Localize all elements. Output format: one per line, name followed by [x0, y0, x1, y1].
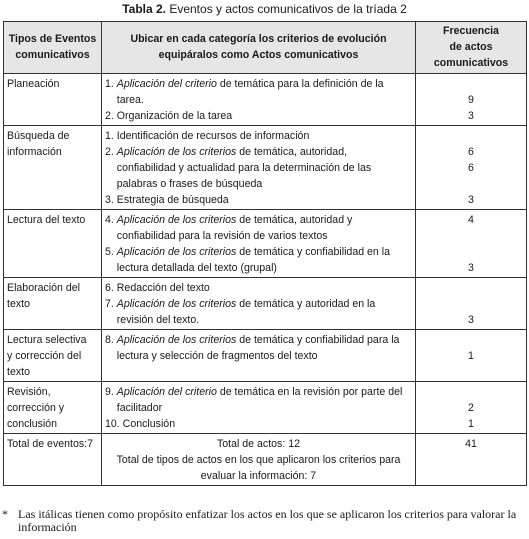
total-row: [4, 434, 527, 486]
header-criteria: Ubicar en cada categoría los criterios de evolución equipáralos como Actos comunicativos: [102, 22, 416, 74]
event-type-line: Planeación: [7, 78, 60, 90]
total-events: Total de eventos:7: [4, 434, 102, 486]
table-row: [4, 278, 527, 330]
criteria-line: [105, 332, 412, 348]
frequency-value: 3: [468, 194, 474, 206]
event-type-cell: [4, 278, 102, 330]
event-type-cell: [4, 74, 102, 126]
frequency-value: [419, 364, 523, 380]
criteria-cell: [102, 74, 416, 126]
criteria-italic-text: Aplicación de los criterios: [116, 246, 237, 258]
frequency-cell: [416, 278, 527, 330]
criteria-italic-text: Aplicación de los criterios: [116, 146, 237, 158]
table-row: [4, 210, 527, 278]
criteria-italic-text: Aplicación de los criterios: [116, 214, 237, 226]
criteria-line: [105, 228, 412, 244]
criteria-text: palabras o frases de búsqueda: [105, 178, 263, 190]
frequency-value: [419, 76, 523, 92]
frequency-value: [419, 176, 523, 192]
frequency-value: 3: [468, 314, 474, 326]
header-frequency: Frecuencia de actos comunicativos: [416, 22, 527, 74]
criteria-text: 7.: [105, 298, 117, 310]
criteria-text: confiabilidad y actualidad para la determinación de las: [105, 162, 372, 174]
frequency-cell: [416, 210, 527, 278]
criteria-line: [105, 128, 412, 144]
criteria-text: 5.: [105, 246, 117, 258]
footnote-marker: *: [2, 507, 8, 521]
frequency-value: 9: [468, 94, 474, 106]
table-body: [4, 74, 527, 486]
criteria-text: facilitador: [105, 402, 163, 414]
criteria-cell: [102, 382, 416, 434]
criteria-cell: [102, 126, 416, 210]
frequency-value: [419, 332, 523, 348]
footnote-text: Las itálicas tienen como propósito enfatizar los actos en los que se aplicaron los criterios para valorar la información: [18, 507, 517, 534]
criteria-line: [105, 212, 412, 228]
criteria-text: 8.: [105, 334, 117, 346]
frequency-value: 1: [468, 350, 474, 362]
criteria-line: [105, 76, 412, 92]
criteria-line: [105, 160, 412, 176]
event-type-line: información: [7, 146, 62, 158]
criteria-text: lectura detallada del texto (grupal): [105, 262, 277, 274]
criteria-text: de temática y confiabilidad en la: [236, 246, 391, 258]
criteria-text: de temática en la revisión por parte del: [216, 386, 403, 398]
criteria-text: tarea.: [105, 94, 144, 106]
event-type-cell: [4, 382, 102, 434]
frequency-value: 3: [468, 110, 474, 122]
frequency-value: [419, 228, 523, 244]
event-type-line: Lectura selectiva: [7, 334, 87, 346]
event-type-line: texto: [7, 366, 30, 378]
frequency-value: 6: [468, 146, 474, 158]
criteria-line: [105, 192, 412, 208]
criteria-line: [105, 416, 412, 432]
criteria-line: [105, 296, 412, 312]
frequency-cell: [416, 330, 527, 382]
criteria-text: 4.: [105, 214, 117, 226]
event-type-line: y corrección del: [7, 350, 82, 362]
frequency-cell: [416, 126, 527, 210]
criteria-cell: [102, 278, 416, 330]
frequency-value: [419, 128, 523, 144]
frequency-value: 4: [468, 214, 474, 226]
criteria-text: de temática y confiabilidad para la: [236, 334, 400, 346]
criteria-line: [105, 92, 412, 108]
criteria-line: [105, 260, 412, 276]
criteria-line: [105, 244, 412, 260]
event-type-line: conclusión: [7, 418, 58, 430]
criteria-text: confiabilidad para la revisión de varios textos: [105, 230, 328, 242]
event-type-cell: [4, 126, 102, 210]
event-type-line: texto: [7, 298, 30, 310]
frequency-value: [419, 296, 523, 312]
criteria-italic-text: Aplicación de los criterios: [116, 334, 237, 346]
criteria-line: [105, 280, 412, 296]
caption-label: Tabla 2.: [122, 2, 166, 16]
header-event-types: Tipos de Eventos comunicativos: [4, 22, 102, 74]
event-type-line: Lectura del texto: [7, 214, 86, 226]
criteria-line: [105, 108, 412, 124]
criteria-text: 9.: [105, 386, 117, 398]
table-row: [4, 74, 527, 126]
event-type-line: Revisión,: [7, 386, 51, 398]
table-row: [4, 382, 527, 434]
criteria-text: de temática, autoridad,: [236, 146, 348, 158]
frequency-value: [419, 280, 523, 296]
criteria-text: 2.: [105, 146, 117, 158]
criteria-cell: [102, 330, 416, 382]
frequency-value: [419, 244, 523, 260]
criteria-text: revisión del texto.: [105, 314, 200, 326]
criteria-line: [105, 400, 412, 416]
header-row: [4, 22, 527, 74]
event-type-line: Elaboración del: [7, 282, 81, 294]
criteria-text: de temática, autoridad y: [236, 214, 353, 226]
event-type-line: Búsqueda de: [7, 130, 70, 142]
criteria-line: [105, 144, 412, 160]
table-caption: [0, 2, 529, 16]
criteria-text: de temática y autoridad en la: [236, 298, 376, 310]
frequency-cell: [416, 74, 527, 126]
table-row: [4, 330, 527, 382]
criteria-text: 1. Identificación de recursos de información: [105, 130, 310, 142]
criteria-italic-text: Aplicación del criterio: [116, 78, 217, 90]
frequency-value: 6: [468, 162, 474, 174]
criteria-text: 6. Redacción del texto: [105, 282, 210, 294]
criteria-text: 3. Estrategia de búsqueda: [105, 194, 229, 206]
criteria-line: [105, 348, 412, 364]
frequency-value: 1: [468, 418, 474, 430]
caption-text: Eventos y actos comunicativos de la tríada 2: [166, 2, 407, 16]
criteria-cell: [102, 210, 416, 278]
criteria-line: [105, 384, 412, 400]
event-type-cell: [4, 210, 102, 278]
criteria-italic-text: Aplicación del criterio: [116, 386, 217, 398]
criteria-text: 10. Conclusión: [105, 418, 176, 430]
criteria-text: de temática para la definición de la: [216, 78, 384, 90]
events-table: [3, 21, 527, 486]
event-type-line: corrección y: [7, 402, 65, 414]
total-acts: Total de actos: 12 Total de tipos de actos en los que aplicaron los criterios para evaluar la información: 7: [102, 434, 416, 486]
criteria-line: [105, 176, 412, 192]
criteria-line: [105, 312, 412, 328]
frequency-value: 3: [468, 262, 474, 274]
frequency-value: 2: [468, 402, 474, 414]
criteria-text: 1.: [105, 78, 117, 90]
total-frequency: 41: [416, 434, 527, 486]
frequency-value: [419, 384, 523, 400]
frequency-cell: [416, 382, 527, 434]
table-row: [4, 126, 527, 210]
criteria-text: 2. Organización de la tarea: [105, 110, 233, 122]
criteria-text: lectura y selección de fragmentos del texto: [105, 350, 318, 362]
criteria-italic-text: Aplicación de los criterios: [116, 298, 237, 310]
event-type-cell: [4, 330, 102, 382]
